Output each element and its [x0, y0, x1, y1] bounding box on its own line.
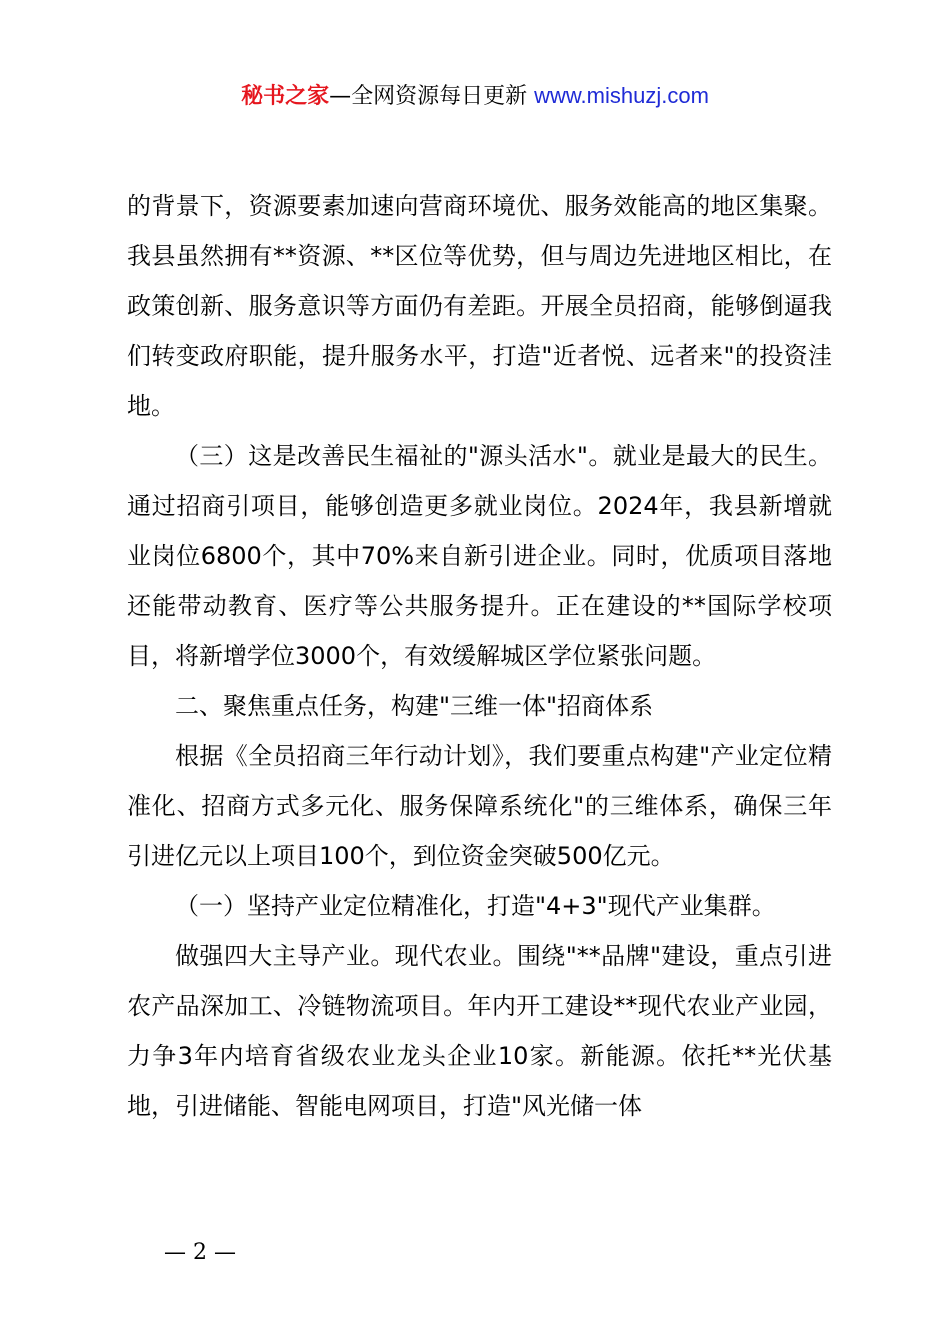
header-url[interactable]: www.mishuzj.com — [534, 83, 709, 108]
section-heading: 二、聚焦重点任务，构建"三维一体"招商体系 — [175, 692, 654, 720]
header-slogan: —全网资源每日更新 — [329, 84, 528, 109]
paragraph-2: （三）这是改善民生福祉的"源头活水"。就业是最大的民生。通过招商引项目，能够创造更多就业岗位。2024年，我县新增就业岗位6800个，其中70%来自新引进企业。同时，优质项目落地还能带动教育、医疗等公共服务提升。正在建设的**国际学校项目，将新增学位3000个，有效缓解城区学位紧张问题。 — [127, 442, 832, 670]
subsection-heading: （一）坚持产业定位精准化，打造"4+3"现代产业集群。 — [175, 892, 776, 920]
watermark-header — [0, 80, 950, 113]
paragraph-3: 根据《全员招商三年行动计划》，我们要重点构建"产业定位精准化、招商方式多元化、服务保障系统化"的三维体系，确保三年引进亿元以上项目100个，到位资金突破500亿元。 — [127, 742, 832, 870]
document-body — [127, 181, 832, 1131]
brand-name: 秘书之家 — [241, 84, 330, 109]
paragraph-1: 的背景下，资源要素加速向营商环境优、服务效能高的地区集聚。我县虽然拥有**资源、**区位等优势，但与周边先进地区相比，在政策创新、服务意识等方面仍有差距。开展全员招商，能够倒逼我们转变政府职能，提升服务水平，打造"近者悦、远者来"的投资洼地。 — [127, 192, 832, 420]
paragraph-4: 做强四大主导产业。现代农业。围绕"**品牌"建设，重点引进农产品深加工、冷链物流项目。年内开工建设**现代农业产业园，力争3年内培育省级农业龙头企业10家。新能源。依托**光伏基地，引进储能、智能电网项目，打造"风光储一体 — [127, 942, 832, 1120]
page-number: — 2 — — [164, 1240, 236, 1265]
